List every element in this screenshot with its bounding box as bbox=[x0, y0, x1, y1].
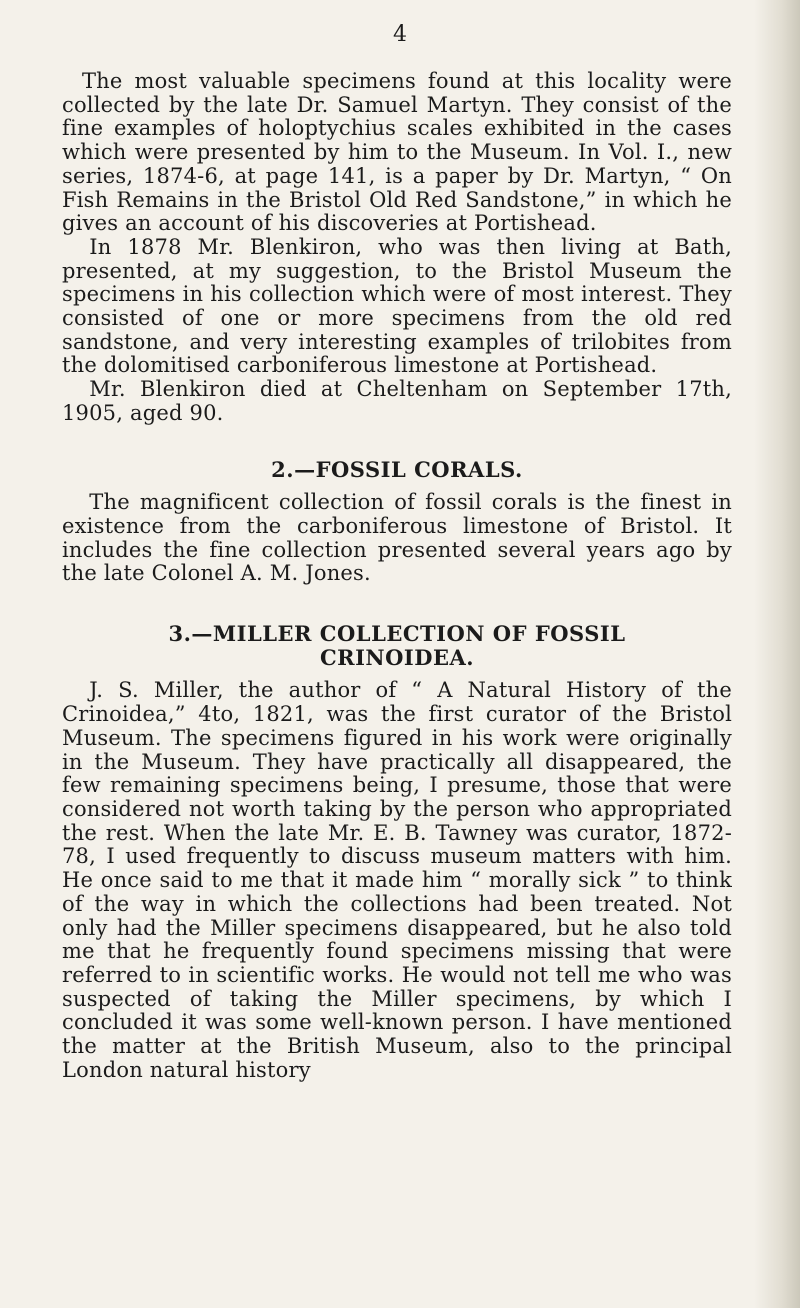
section-heading-fossil-corals: 2.—FOSSIL CORALS. bbox=[271, 456, 523, 482]
heading-line-1: 3.—MILLER COLLECTION OF FOSSIL bbox=[168, 621, 626, 647]
paragraph-miller-collection: J. S. Miller, the author of “ A Natural History of the Crinoidea,” 4to, 1821, was the first curator of the Bristol Museum. The specimens figured in his work were originally in the Museum. They have practically all disappeared, the few remaining specimens being, I presume, those that were considered not worth taking by the person who appropriated the rest. When the late Mr. E. B. Tawney was curator, 1872-78, I used frequently to discuss museum matters with him. He once said to me that it made him “ morally sick ” to think of the way in which the collections had been treated. Not only had the Miller specimens disappeared, but he also told me that he frequently found specimens missing that were referred to in scientific works. He would not tell me who was suspected of taking the Miller specimens, by which I concluded it was some well-known person. I have mentioned the matter at the British Museum, also to the principal London natural history bbox=[62, 678, 732, 1082]
paragraph-blenkiron-death: Mr. Blenkiron died at Cheltenham on September 17th, 1905, aged 90. bbox=[62, 377, 732, 425]
heading-line-2: CRINOIDEA. bbox=[319, 644, 475, 670]
paragraph-fossil-corals: The magnificent collection of fossil corals is the finest in existence from the carboniferous limestone of Bristol. It includes the fine collection presented several years ago by the late Colonel A. M. Jones. bbox=[62, 490, 732, 586]
page-number: 4 bbox=[393, 22, 407, 47]
paragraph-blenkiron: In 1878 Mr. Blenkiron, who was then living at Bath, presented, at my suggestion, to the Bristol Museum the specimens in his collection which were of most interest. They consisted of one or more specimens from the old red sandstone, and very interesting examples of trilobites from the dolomitised carboniferous limestone at Portishead. bbox=[62, 234, 732, 378]
page-edge-shadow bbox=[754, 0, 800, 1308]
paragraph-martyn: The most valuable specimens found at this locality were collected by the late Dr. Samuel Martyn. They consist of the fine examples of holoptychius scales exhibited in the cases which were presented by him to the Museum. In Vol. I., new series, 1874-6, at page 141, is a paper by Dr. Martyn, “ On Fish Remains in the Bristol Old Red Sandstone,” in which he gives an account of his discoveries at Portishead. bbox=[62, 69, 732, 236]
section-heading-miller-collection bbox=[62, 622, 732, 669]
text-column bbox=[62, 70, 732, 1082]
